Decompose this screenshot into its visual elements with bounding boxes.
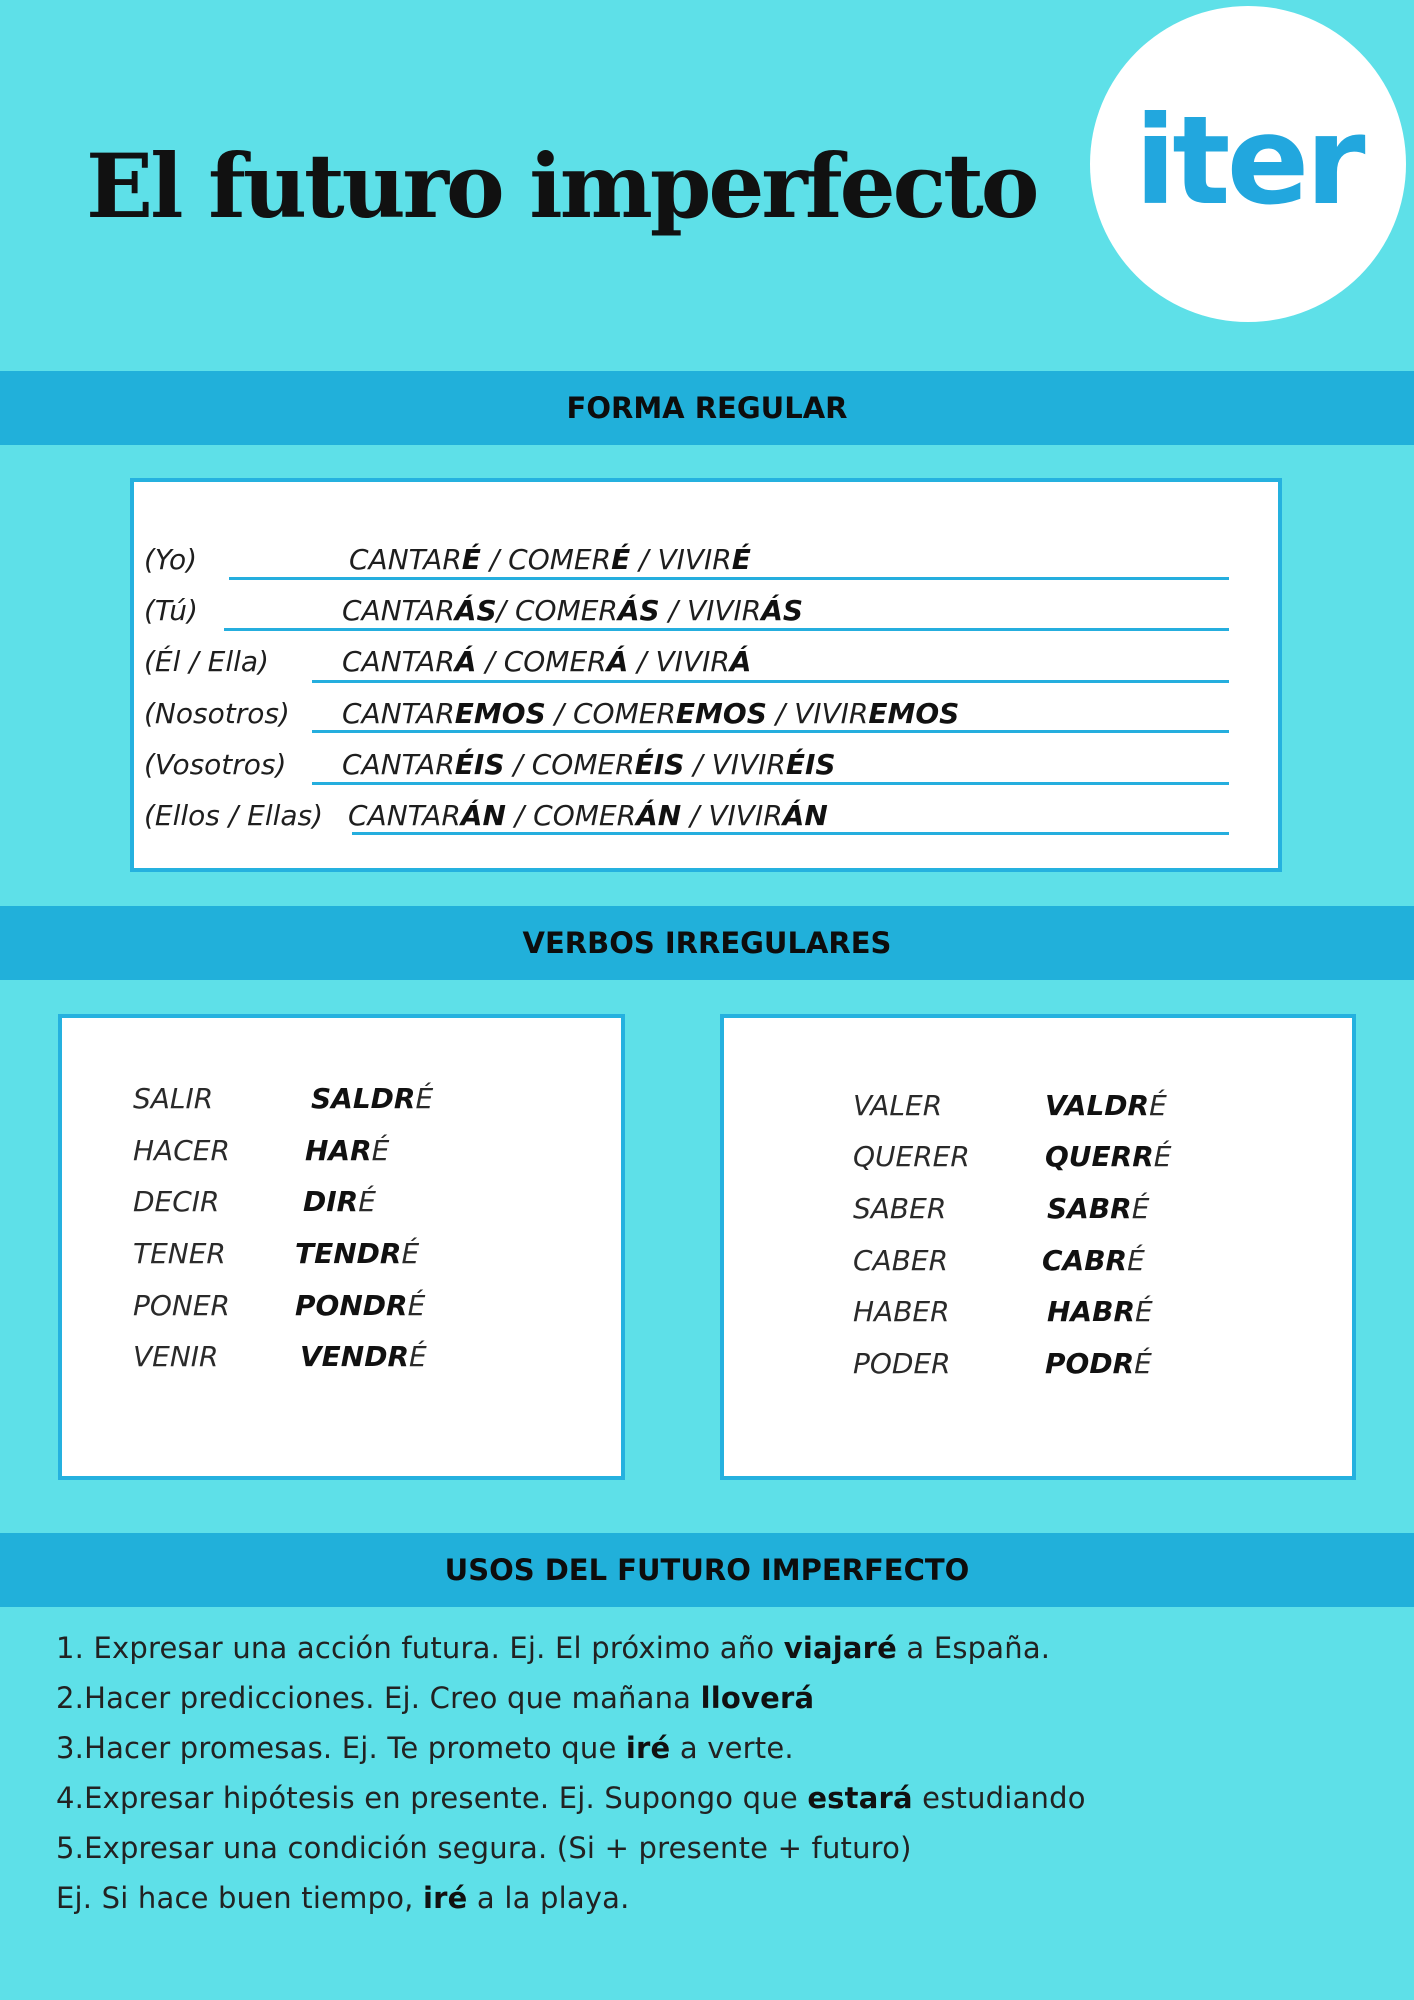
- future-form: QUERRÉ: [1045, 1140, 1172, 1173]
- infinitive: QUERER: [853, 1140, 970, 1173]
- pronoun-label: (Ellos / Ellas): [144, 799, 324, 832]
- infinitive: PONER: [133, 1289, 231, 1322]
- regular-conjugation-box: [130, 478, 1282, 872]
- irregular-verb-row: [62, 1134, 621, 1178]
- future-form: SALDRÉ: [311, 1082, 434, 1115]
- irregular-verb-row: [724, 1140, 1352, 1184]
- irregular-verb-row: [724, 1244, 1352, 1288]
- pronoun-label: (Nosotros): [144, 697, 290, 730]
- section-title-irregular: VERBOS IRREGULARES: [522, 926, 892, 960]
- irregular-verb-row: [62, 1340, 621, 1384]
- section-title-uses: USOS DEL FUTURO IMPERFECTO: [444, 1553, 970, 1587]
- future-form: SABRÉ: [1047, 1192, 1150, 1225]
- pronoun-label: (Vosotros): [144, 748, 287, 781]
- irregular-verbs-box-right: [720, 1014, 1356, 1480]
- future-form: HABRÉ: [1047, 1295, 1153, 1328]
- use-item: 2.Hacer predicciones. Ej. Creo que mañana lloverá: [56, 1681, 815, 1715]
- pronoun-label: (Él / Ella): [144, 645, 269, 678]
- conjugation-forms: CANTARÁ / COMERÁ / VIVIRÁ: [342, 645, 752, 678]
- irregular-verb-row: [62, 1082, 621, 1126]
- writing-line: [229, 577, 1229, 580]
- irregular-verb-row: [62, 1185, 621, 1229]
- irregular-verbs-box-left: [58, 1014, 625, 1480]
- conjugation-row: [134, 590, 1278, 634]
- infinitive: VALER: [853, 1089, 943, 1122]
- conjugation-row: [134, 795, 1278, 839]
- infinitive: SALIR: [133, 1082, 214, 1115]
- irregular-verb-row: [724, 1295, 1352, 1339]
- section-band-irregular: [0, 906, 1414, 980]
- conjugation-forms: CANTARÁN / COMERÁN / VIVIRÁN: [348, 799, 828, 832]
- conjugation-forms: CANTAREMOS / COMEREMOS / VIVIREMOS: [342, 697, 960, 730]
- future-form: DIRÉ: [303, 1185, 376, 1218]
- pronoun-label: (Yo): [144, 543, 198, 576]
- infinitive: HACER: [133, 1134, 230, 1167]
- irregular-verb-row: [62, 1289, 621, 1333]
- infinitive: VENIR: [133, 1340, 219, 1373]
- future-form: PODRÉ: [1045, 1347, 1152, 1380]
- use-item: 1. Expresar una acción futura. Ej. El próximo año viajaré a España.: [56, 1631, 1051, 1665]
- future-form: VALDRÉ: [1045, 1089, 1167, 1122]
- use-item: 5.Expresar una condición segura. (Si + presente + futuro): [56, 1831, 912, 1865]
- writing-line: [312, 680, 1229, 683]
- future-form: PONDRÉ: [295, 1289, 426, 1322]
- pronoun-label: (Tú): [144, 594, 198, 627]
- iter-logo: [1090, 6, 1406, 322]
- logo-text: iter: [1134, 90, 1362, 232]
- future-form: TENDRÉ: [295, 1237, 420, 1270]
- irregular-verb-row: [724, 1347, 1352, 1391]
- conjugation-row: [134, 693, 1278, 737]
- future-form: HARÉ: [305, 1134, 390, 1167]
- infinitive: SABER: [853, 1192, 947, 1225]
- infinitive: CABER: [853, 1244, 949, 1277]
- infinitive: HABER: [853, 1295, 950, 1328]
- use-item: 4.Expresar hipótesis en presente. Ej. Supongo que estará estudiando: [56, 1781, 1086, 1815]
- irregular-verb-row: [62, 1237, 621, 1281]
- irregular-verb-row: [724, 1192, 1352, 1236]
- page-title: El futuro imperfecto: [86, 134, 1037, 238]
- conjugation-row: [134, 641, 1278, 685]
- irregular-verb-row: [724, 1089, 1352, 1133]
- conjugation-forms: CANTARÁS/ COMERÁS / VIVIRÁS: [342, 594, 804, 627]
- conjugation-row: [134, 539, 1278, 583]
- infinitive: TENER: [133, 1237, 226, 1270]
- uses-list: [56, 1623, 1086, 1923]
- future-form: CABRÉ: [1042, 1244, 1145, 1277]
- infinitive: PODER: [853, 1347, 951, 1380]
- section-title-regular: FORMA REGULAR: [566, 391, 848, 425]
- conjugation-row: [134, 744, 1278, 788]
- writing-line: [312, 782, 1229, 785]
- future-form: VENDRÉ: [300, 1340, 427, 1373]
- use-item: Ej. Si hace buen tiempo, iré a la playa.: [56, 1881, 630, 1915]
- conjugation-forms: CANTARÉ / COMERÉ / VIVIRÉ: [349, 543, 751, 576]
- writing-line: [352, 832, 1229, 835]
- section-band-regular: [0, 371, 1414, 445]
- conjugation-forms: CANTARÉIS / COMERÉIS / VIVIRÉIS: [342, 748, 836, 781]
- writing-line: [224, 628, 1229, 631]
- use-item: 3.Hacer promesas. Ej. Te prometo que iré a verte.: [56, 1731, 794, 1765]
- infinitive: DECIR: [133, 1185, 220, 1218]
- writing-line: [312, 730, 1229, 733]
- section-band-uses: [0, 1533, 1414, 1607]
